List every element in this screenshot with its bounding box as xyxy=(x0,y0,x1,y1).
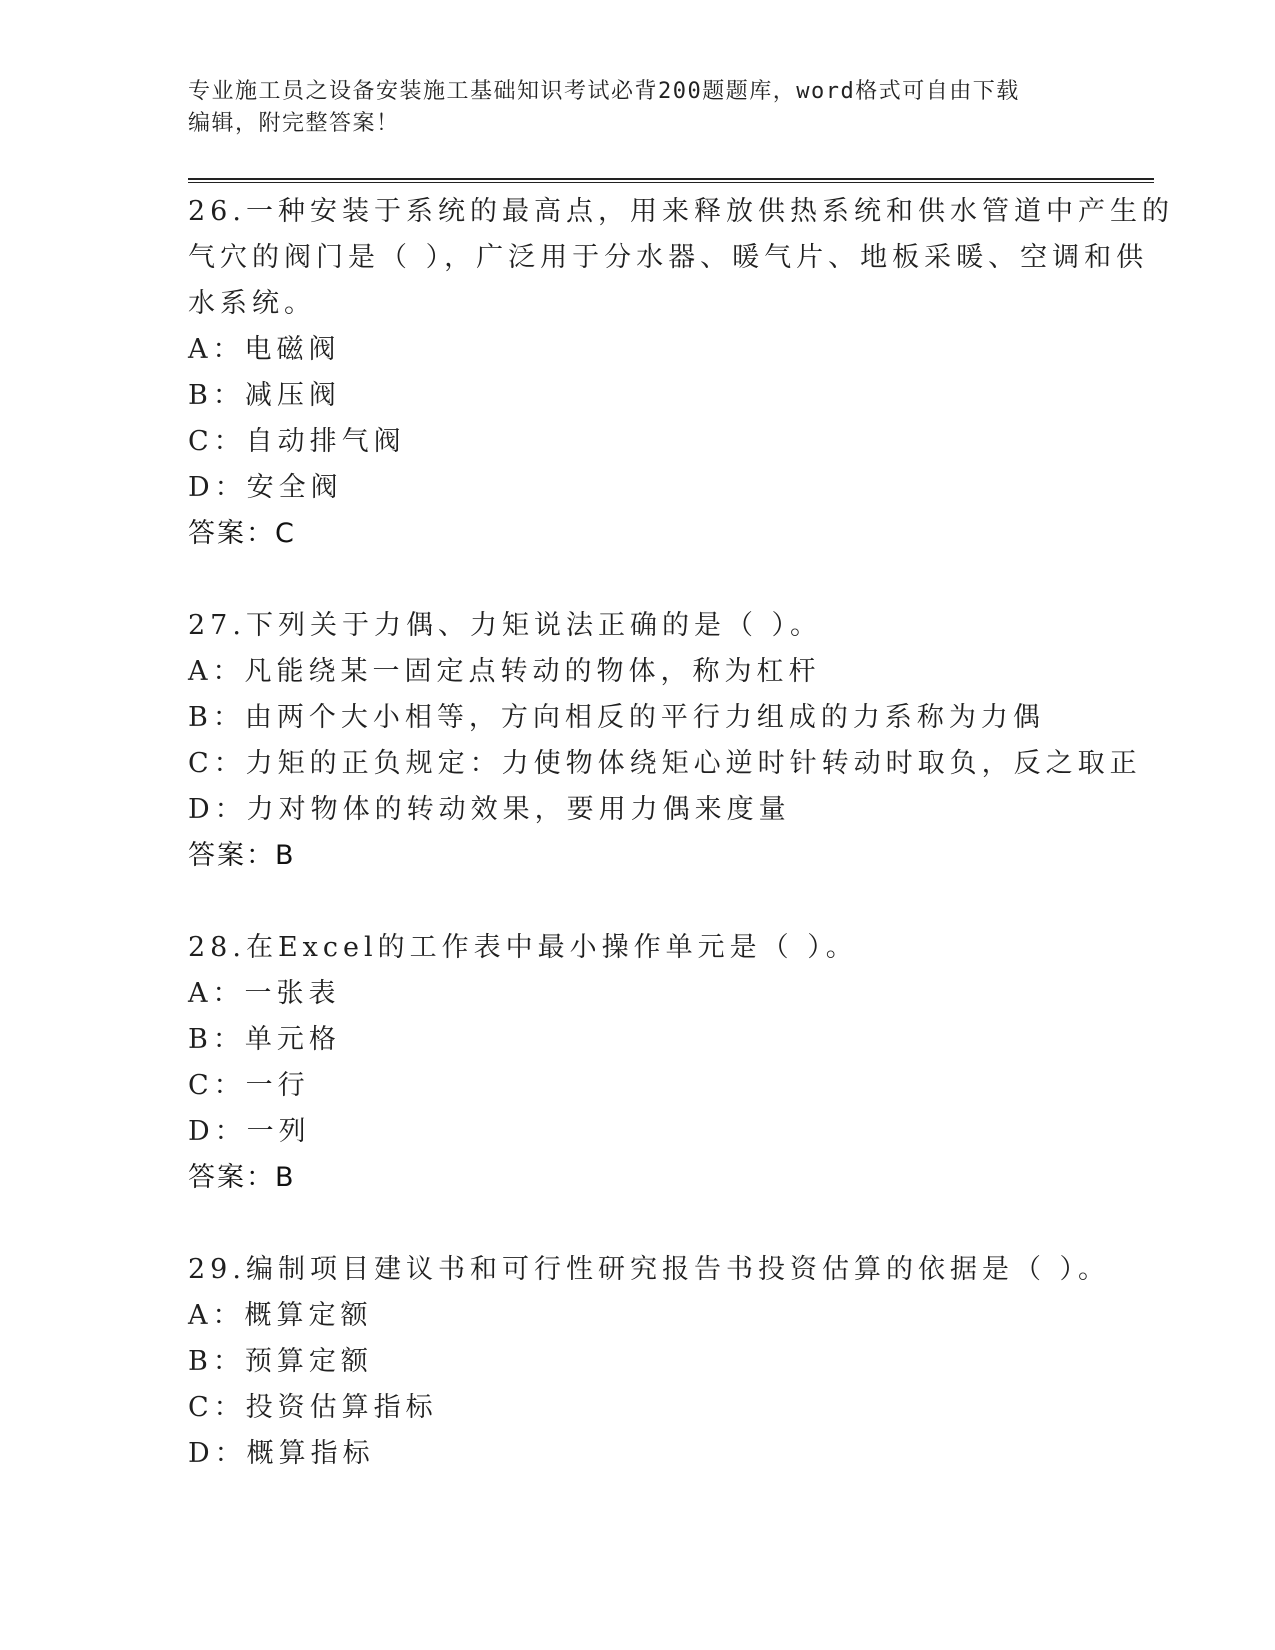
question-29 xyxy=(188,1247,1111,1477)
question-spacer xyxy=(188,879,1088,925)
option-d: D：概算指标 xyxy=(188,1438,375,1469)
question-spacer xyxy=(188,557,1088,603)
option-d: D：一列 xyxy=(188,1116,311,1147)
option-b: B：减压阀 xyxy=(188,380,341,411)
question-stem-line: 26.一种安装于系统的最高点，用来释放供热系统和供水管道中产生的 xyxy=(188,196,1174,227)
answer-line: 答案：B xyxy=(188,1162,296,1193)
option-c: C：力矩的正负规定：力使物体绕矩心逆时针转动时取负，反之取正 xyxy=(188,748,1142,779)
header-line: 编辑，附完整答案！ xyxy=(188,111,400,136)
document-header xyxy=(188,76,1088,140)
question-stem-line: 28.在Excel的工作表中最小操作单元是（ ）。 xyxy=(188,932,858,963)
question-stem-line: 气穴的阀门是（ ），广泛用于分水器、暖气片、地板采暖、空调和供 xyxy=(188,242,1149,273)
option-a: A：概算定额 xyxy=(188,1300,373,1331)
answer-line: 答案：C xyxy=(188,518,296,549)
question-stem-line: 27.下列关于力偶、力矩说法正确的是（ ）。 xyxy=(188,610,823,641)
option-c: C：一行 xyxy=(188,1070,310,1101)
question-stem-line: 水系统。 xyxy=(188,288,316,319)
question-spacer xyxy=(188,1201,1088,1247)
question-27 xyxy=(188,603,1142,879)
header-divider-thin xyxy=(188,182,1154,183)
question-stem xyxy=(188,189,1174,327)
answer-line: 答案：B xyxy=(188,840,296,871)
option-a: A：凡能绕某一固定点转动的物体，称为杠杆 xyxy=(188,656,821,687)
option-a: A：一张表 xyxy=(188,978,341,1009)
option-c: C：自动排气阀 xyxy=(188,426,406,457)
option-d: D：力对物体的转动效果，要用力偶来度量 xyxy=(188,794,791,825)
question-list xyxy=(188,189,1174,1477)
question-stem xyxy=(188,1247,1111,1293)
question-28 xyxy=(188,925,1088,1201)
header-divider-thick xyxy=(188,178,1154,180)
option-b: B：预算定额 xyxy=(188,1346,373,1377)
question-stem-line: 29.编制项目建议书和可行性研究报告书投资估算的依据是（ ）。 xyxy=(188,1254,1111,1285)
question-stem xyxy=(188,925,1088,971)
option-a: A：电磁阀 xyxy=(188,334,341,365)
option-b: B：由两个大小相等，方向相反的平行力组成的力系称为力偶 xyxy=(188,702,1045,733)
header-line: 专业施工员之设备安装施工基础知识考试必背200题题库，word格式可自由下载 xyxy=(188,79,1020,104)
option-d: D：安全阀 xyxy=(188,472,343,503)
question-26 xyxy=(188,189,1174,557)
option-b: B：单元格 xyxy=(188,1024,341,1055)
option-c: C：投资估算指标 xyxy=(188,1392,438,1423)
question-stem xyxy=(188,603,1088,649)
